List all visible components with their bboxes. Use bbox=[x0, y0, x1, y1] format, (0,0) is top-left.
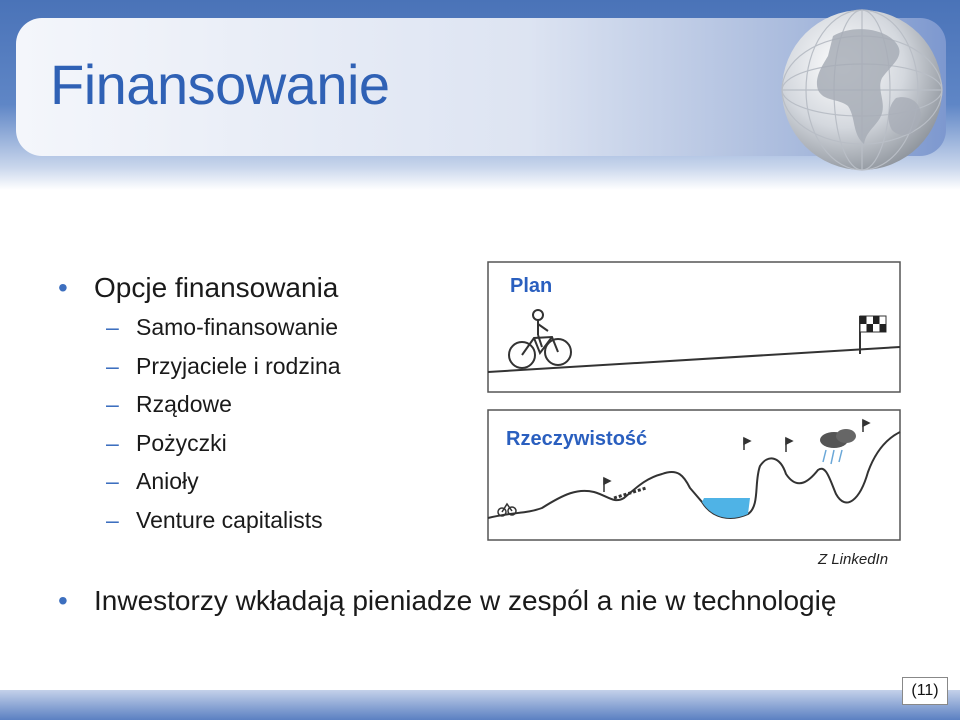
globe-icon bbox=[778, 6, 946, 174]
bullet-financing-options bbox=[58, 270, 478, 306]
list-item-label: Rządowe bbox=[136, 391, 232, 417]
list-item-label: Samo-finansowanie bbox=[136, 314, 339, 340]
page-number: (11) bbox=[902, 677, 948, 705]
image-credit: Z LinkedIn bbox=[818, 551, 889, 568]
bullet-dot-icon: • bbox=[58, 272, 68, 303]
plan-vs-reality-illustration bbox=[468, 242, 926, 572]
list-item: – Venture capitalists bbox=[106, 506, 323, 533]
list-item-label: Pożyczki bbox=[136, 429, 227, 456]
bullet-list bbox=[58, 270, 478, 539]
list-item: – Rządowe bbox=[106, 391, 232, 417]
reality-label: Rzeczywistość bbox=[506, 428, 648, 450]
slide-title: Finansowanie bbox=[50, 53, 390, 116]
plan-label: Plan bbox=[510, 275, 553, 297]
list-item: – Pożyczki bbox=[106, 429, 227, 456]
list-item: – Anioły bbox=[106, 468, 199, 494]
footer-band bbox=[0, 690, 960, 720]
list-item-label: Venture capitalists bbox=[136, 506, 323, 533]
bullet-investors bbox=[58, 583, 894, 618]
list-item-label: Przyjaciele i rodzina bbox=[136, 352, 341, 379]
list-item: – Przyjaciele i rodzina bbox=[106, 352, 341, 379]
sub-list bbox=[58, 308, 478, 539]
bullet-text: Opcje finansowania bbox=[94, 272, 339, 303]
bullet-text: Inwestorzy wkładają pieniadze w zespól a nie w technologię bbox=[94, 585, 837, 616]
bullet-dot-icon: • bbox=[58, 585, 68, 616]
list-item: – Samo-finansowanie bbox=[106, 314, 339, 340]
list-item-label: Anioły bbox=[136, 468, 199, 494]
